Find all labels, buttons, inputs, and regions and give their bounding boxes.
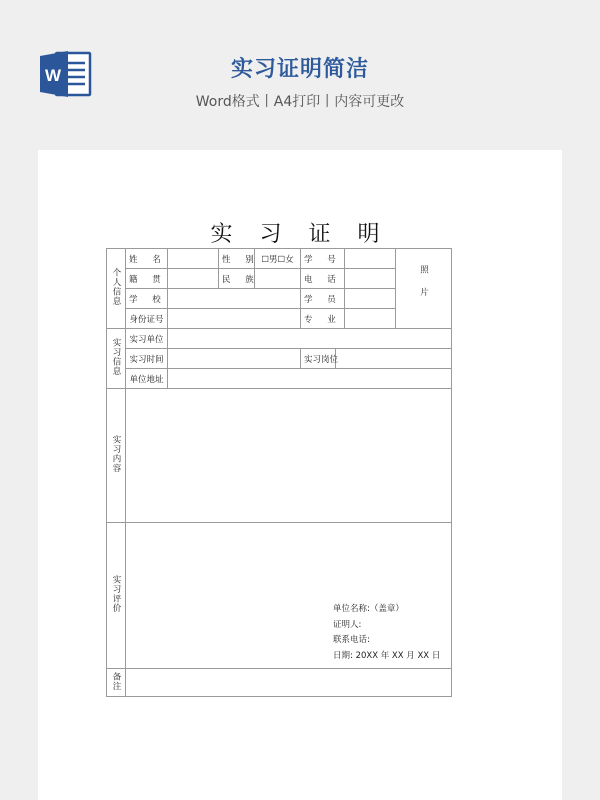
label-major: 专 业 [301,309,345,329]
label-phone: 电 话 [301,269,345,289]
value-content[interactable] [126,389,452,523]
value-ethnicity[interactable] [255,269,301,289]
signature-block [333,602,440,664]
unit-name-label: 单位名称:（盖章） [333,604,404,614]
label-student-no: 学 号 [301,249,345,269]
word-icon-letter: W [44,66,62,85]
header-subtitle: Word格式丨A4打印丨内容可更改 [195,94,405,110]
section-content: 实习内容 [107,389,126,523]
internship-form [106,248,452,697]
label-position: 实习岗位 [301,349,336,369]
header-title: 实习证明简洁 [230,57,369,82]
section-internship-info: 实习信息 [107,329,126,389]
certifier-label: 证明人: [333,619,362,630]
value-phone[interactable] [345,269,396,289]
label-name: 姓 名 [126,249,168,269]
value-evaluation[interactable] [126,523,452,669]
section-personal-info: 个人信息 [107,249,126,329]
label-ethnicity: 民 族 [219,269,255,289]
value-student-no[interactable] [345,249,396,269]
label-school: 学 校 [126,289,168,309]
photo-box[interactable]: 照片 [396,249,452,329]
document-title: 实 习 证 明 [210,222,390,247]
value-major[interactable] [345,309,396,329]
value-name[interactable] [168,249,219,269]
date-label: 日期: 20XX 年 XX 月 XX 日 [333,650,441,661]
label-gender: 性 别 [219,249,255,269]
value-native-place[interactable] [168,269,219,289]
label-address: 单位地址 [126,369,168,389]
gender-options[interactable]: ☐男☐女 [255,249,301,269]
section-evaluation: 实习评价 [107,523,126,669]
section-remarks: 备注 [107,669,126,697]
value-id-number[interactable] [168,309,301,329]
label-id-number: 身份证号 [126,309,168,329]
label-student: 学 员 [301,289,345,309]
value-remarks[interactable] [126,669,452,697]
value-unit[interactable] [168,329,452,349]
value-student[interactable] [345,289,396,309]
label-native-place: 籍 贯 [126,269,168,289]
value-address[interactable] [168,369,452,389]
value-time[interactable] [168,349,301,369]
value-position[interactable] [336,349,452,369]
label-time: 实习时间 [126,349,168,369]
label-unit: 实习单位 [126,329,168,349]
contact-label: 联系电话: [333,635,370,645]
value-school[interactable] [168,289,301,309]
